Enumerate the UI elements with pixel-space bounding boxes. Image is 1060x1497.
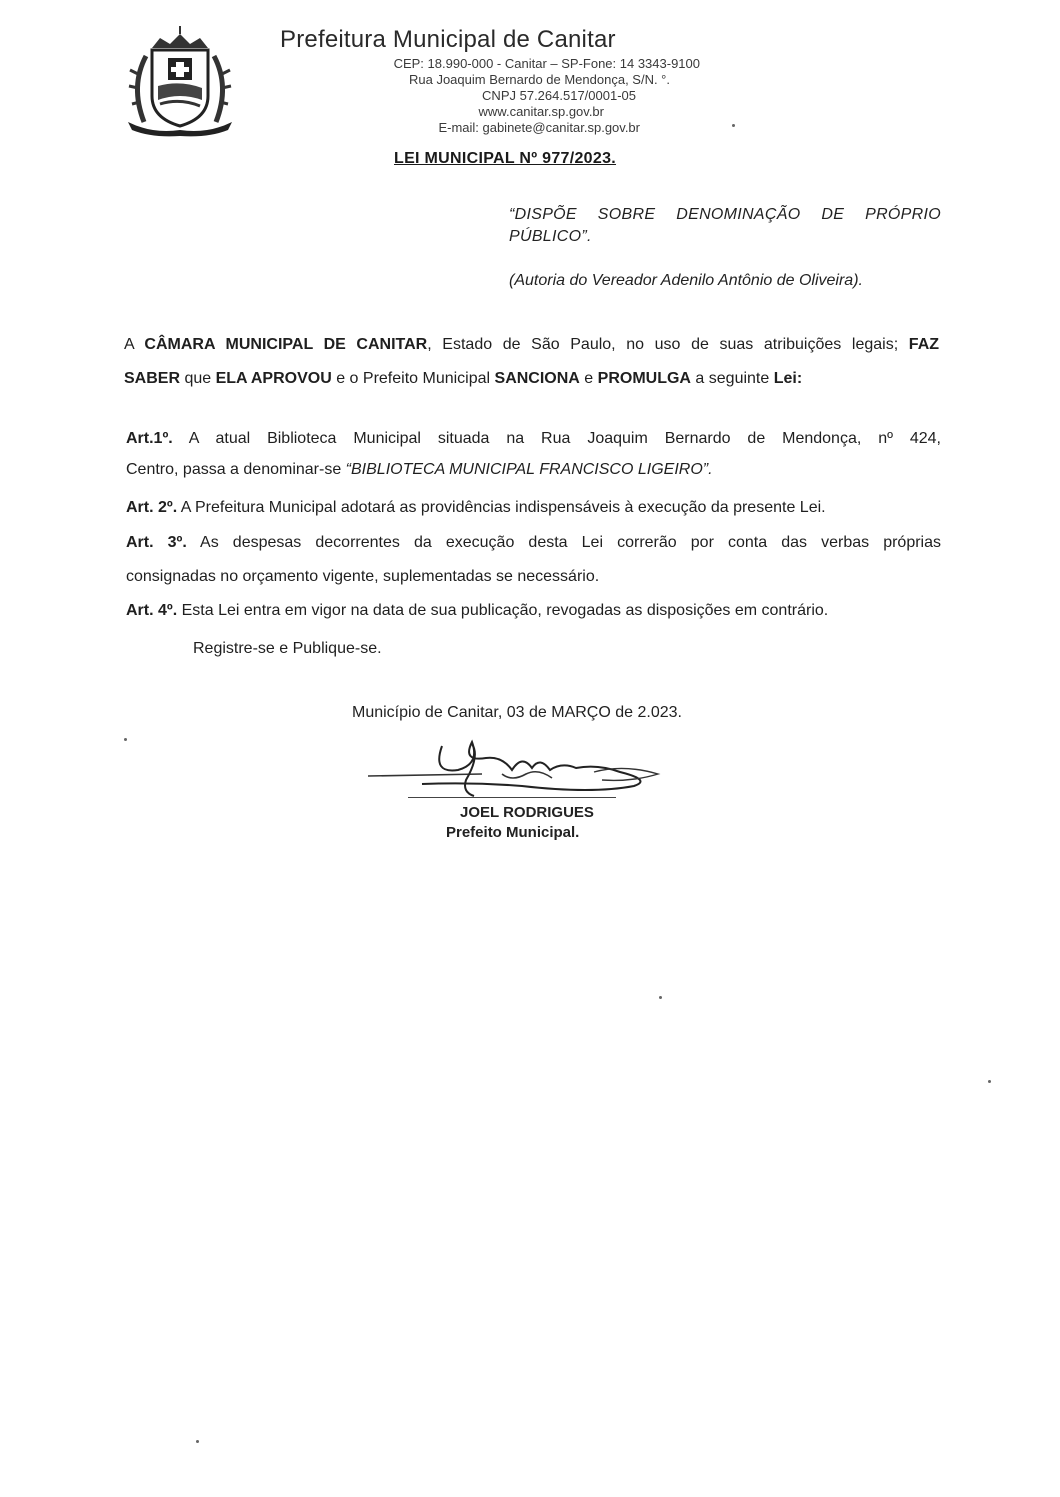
address-street: Rua Joaquim Bernardo de Mendonça, S/N. °. [408,72,670,87]
signature-line [408,797,616,798]
scan-speck [196,1440,199,1443]
article-3-line-2: consignadas no orçamento vigente, suplementadas se necessário. [126,568,600,585]
law-number-title: LEI MUNICIPAL Nº 977/2023. [394,150,617,167]
address-cnpj: CNPJ 57.264.517/0001-05 [482,88,636,103]
scan-speck [988,1080,991,1083]
article-4: Art. 4º. Esta Lei entra em vigor na data de sua publicação, revogadas as disposições em contrário. [126,602,829,619]
article-1-line-1: Art.1º. A atual Biblioteca Municipal situada na Rua Joaquim Bernardo de Mendonça, nº 424, [126,430,941,447]
law-ementa [509,204,941,248]
article-1-line-2: Centro, passa a denominar-se “BIBLIOTECA MUNICIPAL FRANCISCO LIGEIRO”. [126,461,713,478]
address-website: www.canitar.sp.gov.br [478,104,604,119]
scan-speck [659,996,662,999]
ementa-line-2: PÚBLICO”. [509,228,592,245]
address-email: E-mail: gabinete@canitar.sp.gov.br [438,120,640,135]
intro-line-2: SABER que ELA APROVOU e o Prefeito Municipal SANCIONA e PROMULGA a seguinte Lei: [124,370,803,387]
article-1-label: Art.1º. [126,430,173,447]
article-4-label: Art. 4º. [126,602,178,619]
article-2-label: Art. 2º. [126,499,178,516]
municipal-coat-of-arms-icon [122,26,238,138]
place-and-date: Município de Canitar, 03 de MARÇO de 2.023. [352,704,682,721]
article-2: Art. 2º. A Prefeitura Municipal adotará as providências indispensáveis à execução da presente Lei. [126,499,826,516]
scan-speck [124,738,127,741]
law-authorship: (Autoria do Vereador Adenilo Antônio de Oliveira). [509,272,863,289]
closing-formula: Registre-se e Publique-se. [193,640,382,657]
signer-name: JOEL RODRIGUES [460,804,594,821]
intro-line-1: A CÂMARA MUNICIPAL DE CANITAR, Estado de São Paulo, no uso de suas atribuições legais; FAZ [124,336,940,353]
handwritten-signature [362,734,662,804]
scan-speck [732,124,735,127]
address-cep-phone: CEP: 18.990-000 - Canitar – SP-Fone: 14 3343-9100 [393,56,700,71]
organization-name: Prefeitura Municipal de Canitar [280,26,616,53]
signer-title: Prefeito Municipal. [446,824,580,841]
article-3-line-1: Art. 3º. As despesas decorrentes da execução desta Lei correrão por conta das verbas próprias [126,534,942,551]
article-3-label: Art. 3º. [126,534,187,551]
ementa-line-1: “DISPÕE SOBRE DENOMINAÇÃO DE PRÓPRIO [509,206,941,223]
